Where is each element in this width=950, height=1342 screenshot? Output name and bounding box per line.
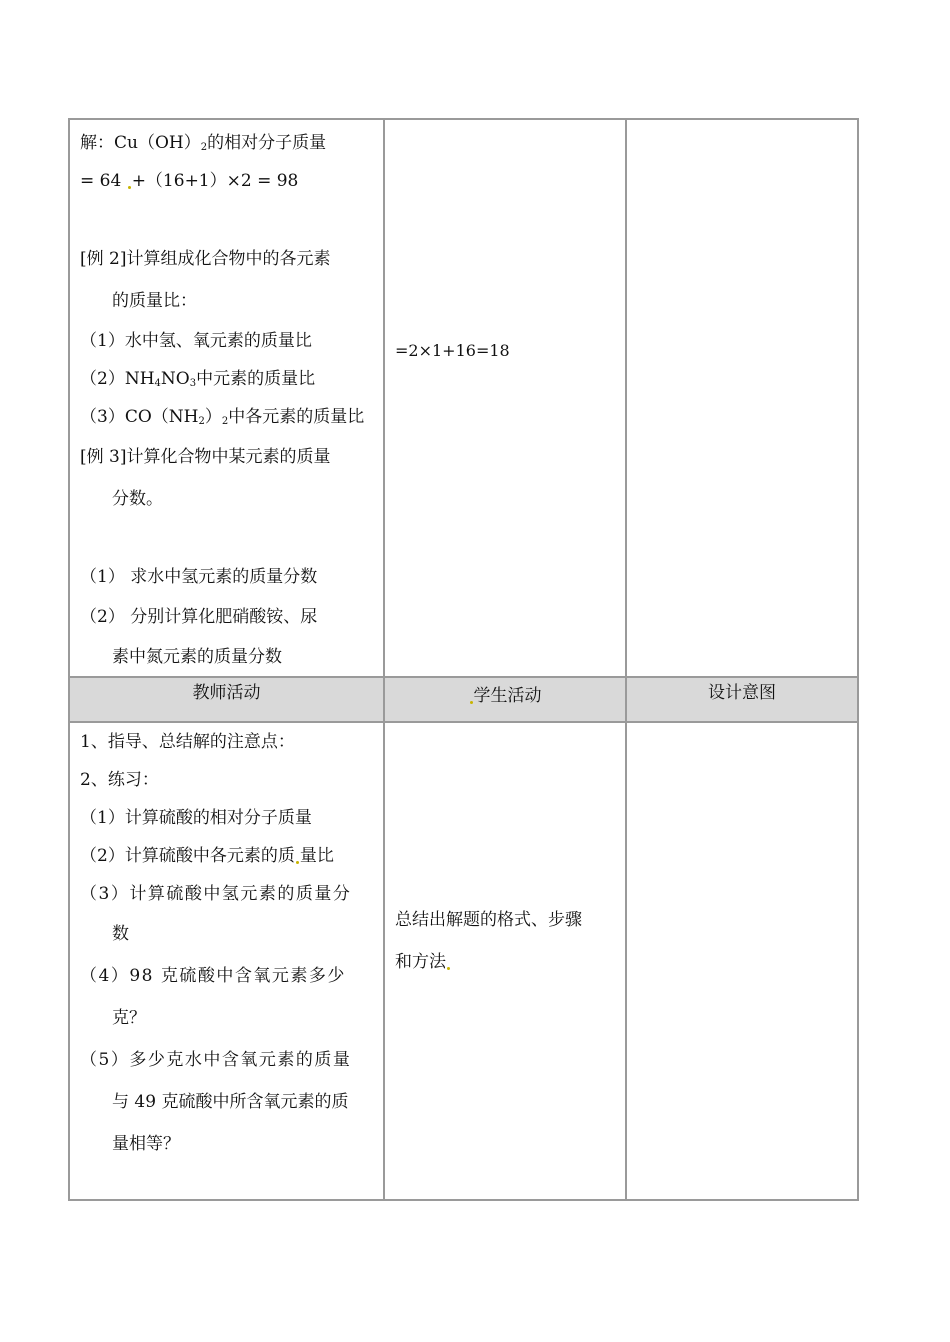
text-line: （3）计算硫酸中氢元素的质量分 (80, 884, 352, 904)
text-line: 和方法 (395, 941, 617, 983)
design-cell-top (626, 119, 858, 677)
text-line: $(3)CO(NH_2)_2$中各元素的质量比 (80, 407, 365, 427)
mark-dot-icon (128, 186, 131, 189)
table-header-row (69, 677, 858, 722)
teacher-cell-top (69, 119, 384, 677)
student-cell-top (384, 119, 626, 677)
mark-dot-icon (296, 861, 299, 864)
calc-note: =2×1+16=18 (395, 341, 510, 360)
mark-dot-icon (447, 967, 450, 970)
lesson-table (68, 118, 859, 1201)
text-line: 数 (112, 924, 129, 944)
text-line: $(2)NH_4NO_3$中元素的质量比 (80, 369, 316, 389)
text-line: 素中氮元素的质量分数 (112, 647, 282, 667)
text-line: （4）98 克硫酸中含氧元素多少 (80, 966, 346, 986)
design-cell-bottom (626, 722, 858, 1200)
text-line: [例 2]计算组成化合物中的各元素 (80, 249, 331, 269)
text-line: （5）多少克水中含氧元素的质量 (80, 1050, 352, 1070)
text-line: 克？ (112, 1008, 146, 1028)
mark-dot-icon (470, 701, 473, 704)
text-line: （2）计算硫酸中各元素的质 量比 (80, 846, 334, 866)
text-line: 分数。 (112, 489, 163, 509)
text-line: 2、练习： (80, 770, 159, 790)
text-line: 与 49 克硫酸中所含氧元素的质 (112, 1092, 349, 1112)
text-line: 的质量比： (112, 291, 197, 311)
header-teacher: 教师活动 (69, 677, 384, 722)
blank-line (80, 200, 375, 238)
text-line: 量相等？ (112, 1134, 180, 1154)
text-line: = 64 +（16+1）×2 = 98 (80, 171, 299, 191)
text-line: （1） 求水中氢元素的质量分数 (80, 567, 318, 587)
table-row (69, 119, 858, 677)
table-row (69, 722, 858, 1200)
teacher-cell-bottom (69, 722, 384, 1200)
text-line: （2） 分别计算化肥硝酸铵、尿 (80, 607, 318, 627)
blank-line (80, 520, 375, 558)
student-cell-bottom (384, 722, 626, 1200)
text-line: 总结出解题的格式、步骤 (395, 910, 582, 930)
text-line: （1）水中氢、氧元素的质量比 (80, 331, 312, 351)
header-design: 设计意图 (626, 677, 858, 722)
text-line: [例 3]计算化合物中某元素的质量 (80, 447, 331, 467)
header-student: 学生活动 (384, 677, 626, 722)
text-line: （1）计算硫酸的相对分子质量 (80, 808, 312, 828)
text-line: 1、指导、总结解的注意点： (80, 732, 295, 752)
text-line: 解：$Cu(OH)_2$的相对分子质量 (80, 133, 327, 153)
